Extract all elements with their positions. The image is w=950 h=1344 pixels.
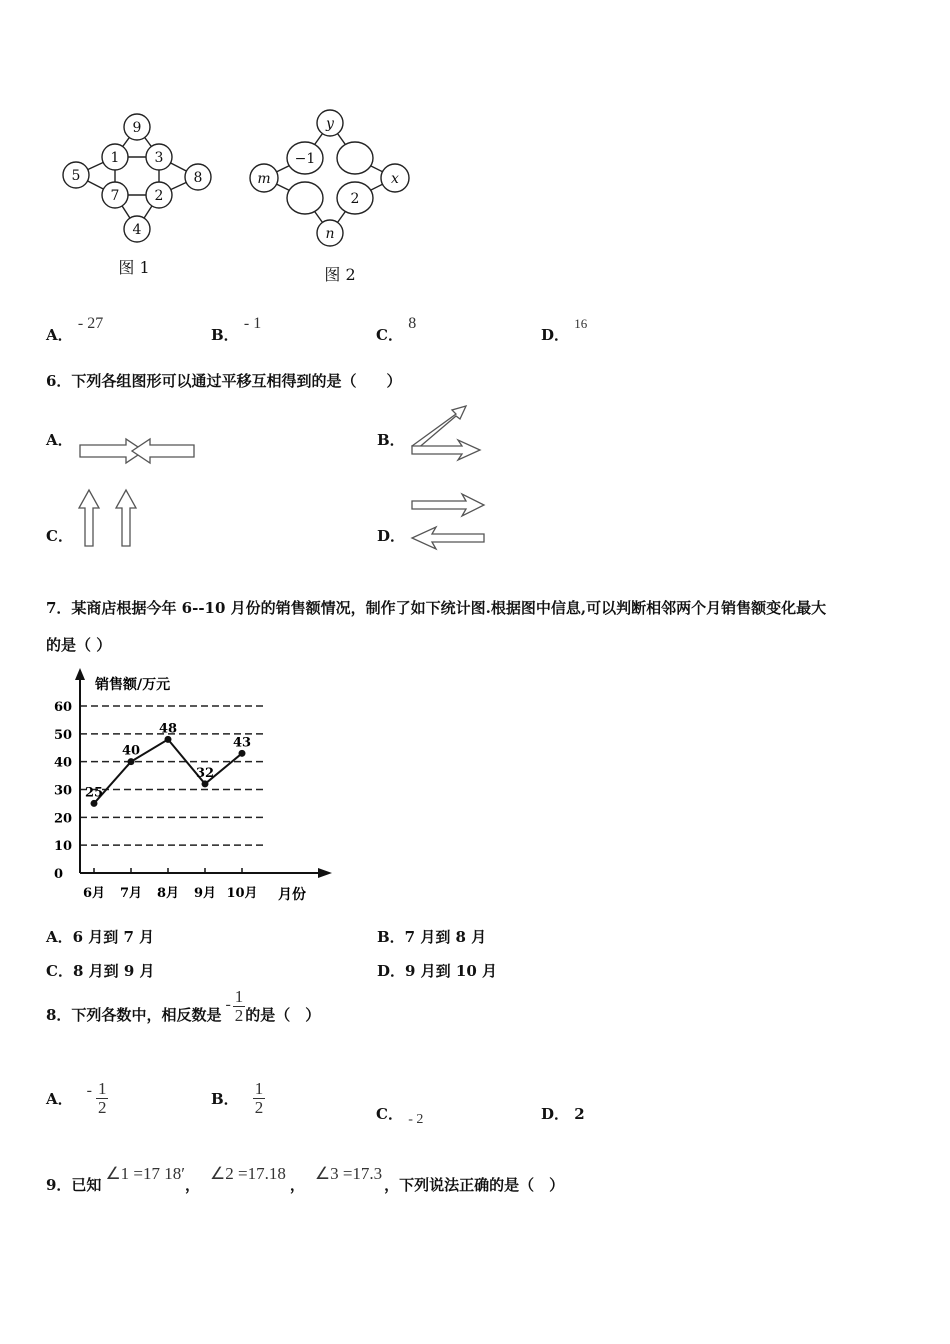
q9-sep-2: ， (289, 1176, 305, 1194)
x-tick-label: 7月 (119, 886, 143, 901)
y-tick-label: 30 (54, 783, 73, 799)
figure-1-caption: 图 1 (118, 258, 150, 277)
q5-option-c-value: 8 (408, 315, 417, 332)
y-tick-label: 10 (54, 839, 73, 855)
fig1-node-left: 5 (71, 168, 81, 184)
q8-option-d-label: D． (541, 1105, 570, 1123)
x-tick-label: 10月 (226, 886, 258, 901)
q5-option-a-label: A． (46, 326, 73, 344)
figure-2-caption: 图 2 (324, 265, 356, 284)
data-point (128, 758, 135, 765)
q8-option-b-fraction (253, 1080, 266, 1117)
fig2-node-lower-right: 2 (350, 191, 360, 207)
x-tick-label: 6月 (82, 886, 106, 901)
q6-option-c-figure (76, 488, 146, 550)
q8-option-b-label: B． (211, 1090, 239, 1108)
q9-sep-1: ， (184, 1176, 200, 1194)
q8-option-c-value: - 2 (408, 1112, 424, 1127)
data-point (239, 750, 246, 757)
x-tick-label: 9月 (193, 886, 217, 901)
q9-angle1: ∠1 =17 18′ (105, 1164, 185, 1183)
q8-frac-sign: - (225, 995, 231, 1013)
data-point (91, 800, 98, 807)
y-tick-label: 40 (54, 755, 73, 771)
q8-option-d-value: 2 (574, 1105, 585, 1123)
q8-frac-den: 2 (234, 1006, 244, 1025)
data-point (202, 780, 209, 787)
x-axis-label: 月份 (278, 887, 306, 903)
q8-option-a-sign: - (86, 1081, 92, 1099)
q5-option-a-value: - 27 (77, 315, 104, 332)
fig2-node-upper-left: −1 (294, 151, 316, 167)
fig1-node-upper-right: 3 (154, 150, 164, 166)
q7-option-c[interactable]: C．8 月到 9 月 (46, 962, 155, 980)
data-point (165, 736, 172, 743)
q8-option-a-fraction (96, 1080, 109, 1117)
sales-line (94, 739, 242, 803)
y-tick-label: 20 (54, 811, 73, 827)
y-axis-arrow (75, 668, 85, 680)
q7-option-d[interactable]: D．9 月到 10 月 (377, 962, 497, 980)
q6-option-d-label[interactable]: D． (377, 527, 406, 545)
q8-option-b[interactable] (211, 1080, 265, 1117)
q8-option-a-den: 2 (97, 1098, 107, 1117)
q8-option-b-num: 1 (254, 1079, 264, 1098)
q5-option-c[interactable] (376, 315, 417, 345)
data-label: 48 (158, 721, 178, 737)
q8-frac-num: 1 (234, 987, 244, 1006)
data-label: 43 (232, 735, 252, 751)
fig2-node-left: m (257, 171, 271, 187)
q5-option-d-label: D． (541, 326, 570, 344)
y-tick-label: 0 (54, 867, 64, 882)
data-label: 32 (195, 765, 215, 781)
q7-text-line2: 的是（ ） (46, 636, 112, 654)
data-label: 40 (121, 743, 141, 759)
q8-option-c[interactable] (376, 1103, 424, 1127)
fig1-node-lower-left: 7 (110, 188, 120, 204)
y-tick-label: 50 (54, 727, 73, 743)
q9-suffix: ，下列说法正确的是（ ） (384, 1176, 565, 1194)
q8-prefix: 8．下列各数中，相反数是 (46, 1006, 222, 1024)
sales-chart (50, 668, 350, 908)
fig1-node-lower-right: 2 (154, 188, 164, 204)
y-axis-label: 销售额/万元 (95, 677, 171, 693)
q7-option-b[interactable]: B．7 月到 8 月 (377, 928, 487, 946)
q5-option-b-value: - 1 (243, 315, 262, 332)
q9-prefix: 9．已知 (46, 1176, 102, 1194)
q6-text: 6．下列各组图形可以通过平移互相得到的是（ ） (46, 372, 402, 390)
q5-option-b-label: B． (211, 326, 239, 344)
figure-diagrams (50, 105, 430, 290)
fig2-node-top: y (326, 116, 334, 132)
q5-option-d-value: 16 (574, 316, 588, 331)
q8-option-d[interactable] (541, 1103, 585, 1124)
q5-option-b[interactable] (211, 315, 262, 345)
q9-question (46, 1164, 564, 1195)
fig1-node-upper-left: 1 (110, 150, 120, 166)
q8-option-a-label: A． (46, 1090, 73, 1108)
q8-suffix: 的是（ ） (245, 1006, 321, 1024)
q7-option-a[interactable]: A．6 月到 7 月 (46, 928, 155, 946)
q6-option-a-label[interactable]: A． (46, 431, 73, 449)
fig1-node-top: 9 (132, 120, 142, 136)
q5-option-a[interactable] (46, 315, 104, 345)
q6-option-c-label[interactable]: C． (46, 527, 73, 545)
q7-text-line1: 7．某商店根据今年 6--10 月份的销售额情况，制作了如下统计图.根据图中信息,可以判断相邻两个月销售额变化最大 (46, 599, 827, 617)
q6-option-a-figure (78, 436, 198, 466)
fig2-node-right: x (391, 171, 399, 187)
q5-option-c-label: C． (376, 326, 403, 344)
q9-angle3: ∠3 =17.3 (314, 1164, 383, 1183)
q6-option-b-figure (408, 402, 488, 464)
q9-angle2: ∠2 =17.18 (210, 1164, 286, 1183)
q6-option-d-figure (408, 490, 490, 552)
x-axis-arrow (318, 868, 332, 878)
y-tick-label: 60 (54, 700, 73, 715)
q5-option-d[interactable] (541, 316, 588, 345)
q8-option-a[interactable] (46, 1080, 108, 1117)
data-label: 25 (84, 785, 104, 801)
q8-question (46, 987, 321, 1033)
q8-option-a-num: 1 (97, 1079, 107, 1098)
fig1-node-right: 8 (193, 170, 203, 186)
q8-fraction (233, 988, 246, 1025)
fig2-node-bottom: n (325, 226, 335, 242)
q8-option-b-den: 2 (254, 1098, 264, 1117)
q6-option-b-label[interactable]: B． (377, 431, 405, 449)
fig1-node-bottom: 4 (132, 222, 142, 238)
x-tick-label: 8月 (156, 886, 180, 901)
q8-option-c-label: C． (376, 1105, 403, 1123)
